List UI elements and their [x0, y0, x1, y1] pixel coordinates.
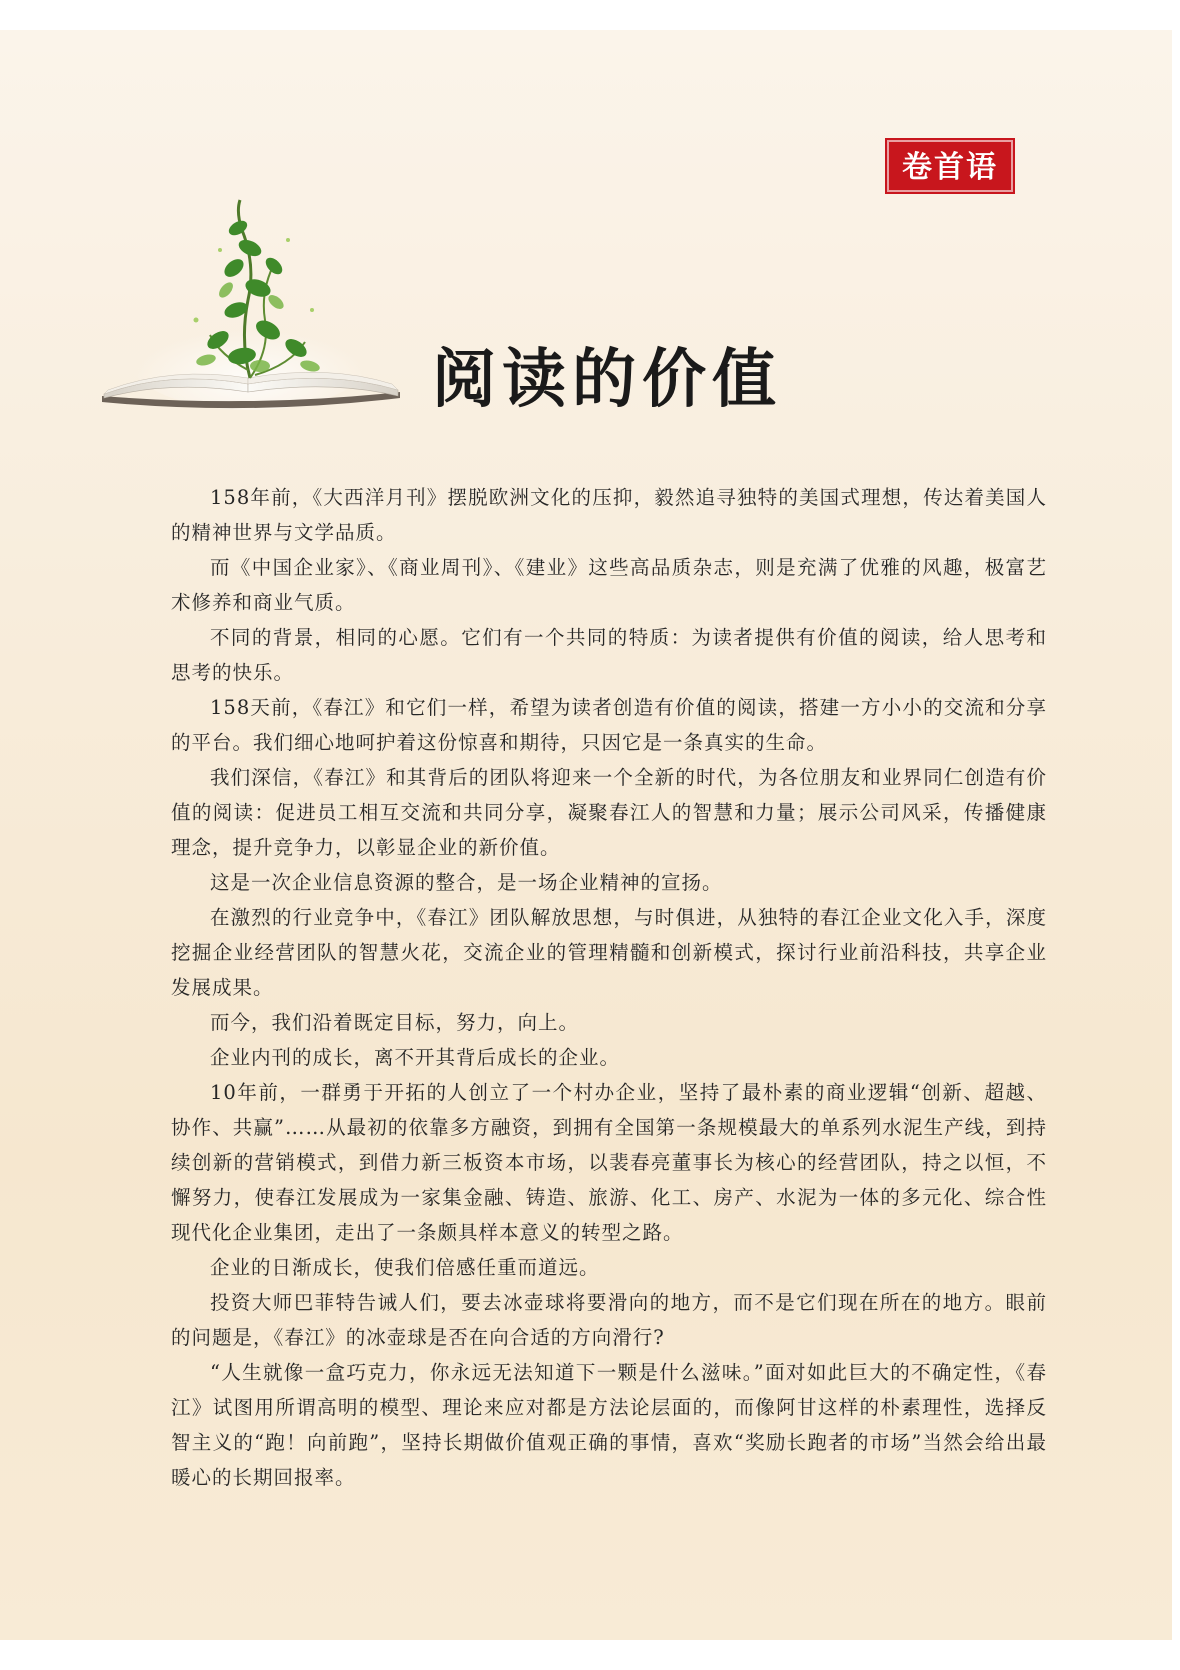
paragraph: 而《中国企业家》、《商业周刊》、《建业》这些高品质杂志，则是充满了优雅的风趣，极富艺术修养和商业气质。 — [171, 556, 1047, 614]
paragraph: 我们深信，《春江》和其背后的团队将迎来一个全新的时代，为各位朋友和业界同仁创造有价值的阅读：促进员工相互交流和共同分享，凝聚春江人的智慧和力量；展示公司风采，传播健康理念，提升竞争力，以彰显企业的新价值。 — [171, 766, 1047, 859]
magazine-page — [0, 30, 1172, 1640]
paragraph: 而今，我们沿着既定目标，努力，向上。 — [210, 1011, 580, 1034]
paragraph: 投资大师巴菲特告诫人们，要去冰壶球将要滑向的地方，而不是它们现在所在的地方。眼前的问题是，《春江》的冰壶球是否在向合适的方向滑行? — [171, 1291, 1047, 1349]
paragraph: “人生就像一盒巧克力，你永远无法知道下一颗是什么滋味。”面对如此巨大的不确定性，《春江》试图用所谓高明的模型、理论来应对都是方法论层面的，而像阿甘这样的朴素理性，选择反智主义的“跑！向前跑”，坚持长期做价值观正确的事情，喜欢“奖励长跑者的市场”当然会给出最暖心的长期回报率。 — [171, 1361, 1047, 1489]
paragraph: 这是一次企业信息资源的整合，是一场企业精神的宣扬。 — [210, 871, 723, 894]
paragraph: 在激烈的行业竞争中，《春江》团队解放思想，与时俱进，从独特的春江企业文化入手，深度挖掘企业经营团队的智慧火花，交流企业的管理精髓和创新模式，探讨行业前沿科技，共享企业发展成果。 — [171, 906, 1047, 999]
open-book-plant-icon — [100, 170, 420, 430]
paragraph: 企业的日渐成长，使我们倍感任重而道远。 — [210, 1256, 600, 1279]
page-title: 阅读的价值 — [432, 342, 782, 417]
page-margin — [0, 1640, 1180, 1670]
paragraph: 158天前，《春江》和它们一样，希望为读者创造有价值的阅读，搭建一方小小的交流和分享的平台。我们细心地呵护着这份惊喜和期待，只因它是一条真实的生命。 — [171, 696, 1047, 754]
paragraph: 企业内刊的成长，离不开其背后成长的企业。 — [210, 1046, 621, 1069]
paragraph: 158年前，《大西洋月刊》摆脱欧洲文化的压抑，毅然追寻独特的美国式理想，传达着美国人的精神世界与文学品质。 — [171, 486, 1047, 544]
paragraph: 不同的背景，相同的心愿。它们有一个共同的特质：为读者提供有价值的阅读，给人思考和思考的快乐。 — [171, 626, 1047, 684]
article-body — [171, 480, 1047, 1495]
paragraph: 10年前，一群勇于开拓的人创立了一个村办企业，坚持了最朴素的商业逻辑“创新、超越、协作、共赢”……从最初的依靠多方融资，到拥有全国第一条规模最大的单系列水泥生产线，到持续创新的营销模式，到借力新三板资本市场，以裴春亮董事长为核心的经营团队，持之以恒，不懈努力，使春江发展成为一家集金融、铸造、旅游、化工、房产、水泥为一体的多元化、综合性现代化企业集团，走出了一条颇具样本意义的转型之路。 — [171, 1081, 1047, 1244]
section-badge: 卷首语 — [887, 140, 1013, 192]
